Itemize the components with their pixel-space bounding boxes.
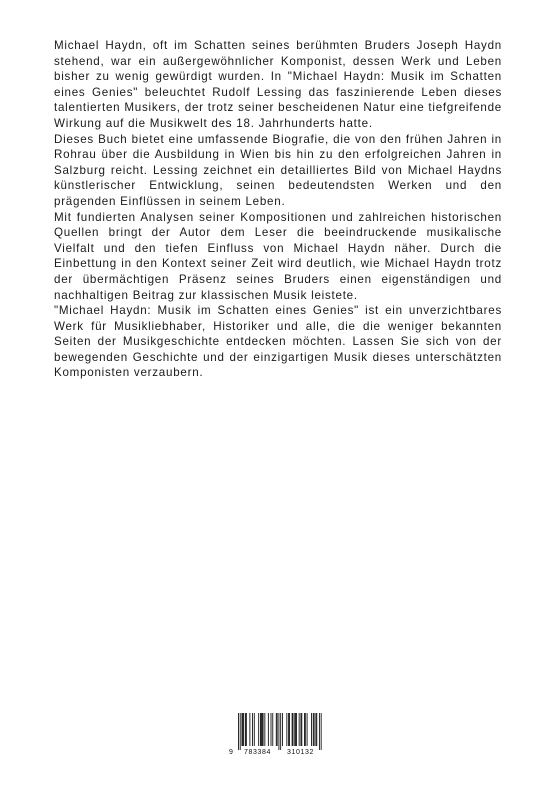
barcode-bar [252, 713, 253, 746]
back-cover-blurb [54, 38, 502, 381]
barcode-bar [288, 713, 289, 746]
barcode-bar [316, 713, 317, 746]
barcode-bar [307, 713, 308, 746]
barcode-bar [276, 713, 277, 746]
isbn-barcode [228, 713, 330, 759]
barcode-bar [249, 713, 250, 746]
barcode-bar [272, 713, 273, 746]
barcode-bar [262, 713, 263, 746]
barcode-bar [254, 713, 255, 746]
barcode-bar [240, 713, 241, 750]
barcode-lead-digit: 9 [229, 749, 234, 756]
barcode-bar [258, 713, 259, 746]
barcode-bar [286, 713, 287, 746]
blurb-paragraph-1: Michael Haydn, oft im Schatten seines berühmten Bruders Joseph Haydn stehend, war ein außergewöhnlicher Komponist, dessen Werk und Leben bisher zu wenig gewürdigt wurden. In "Michael Haydn: Musik im Schatten eines Genies" beleuchtet Rudolf Lessing das faszinierende Leben dieses talentierten Musikers, der trotz seiner bescheidenen Natur eine tiefgreifende Wirkung auf die Musikwelt des 18. Jahrhunderts hatte. [54, 39, 502, 130]
barcode-bar [280, 713, 281, 750]
barcode-bar [292, 713, 293, 746]
barcode-bar [277, 713, 278, 746]
barcode-bar [263, 713, 264, 746]
barcode-bar [304, 713, 305, 746]
barcode-bar [289, 713, 290, 746]
barcode-bar [264, 713, 265, 746]
barcode-bar [245, 713, 246, 746]
barcode-bar [260, 713, 261, 746]
barcode-bar [268, 713, 269, 746]
barcode-bar [242, 713, 243, 746]
barcode-left-digits: 783384 [244, 749, 271, 756]
barcode-bar [315, 713, 316, 746]
barcode-bar [282, 713, 283, 746]
barcode-bar [311, 713, 312, 746]
barcode-bar [271, 713, 272, 746]
barcode-bar [321, 713, 322, 750]
barcode-bar [246, 713, 247, 746]
barcode-bar [278, 713, 279, 750]
barcode-bar [319, 713, 320, 750]
barcode-bar [314, 713, 315, 746]
barcode-bar [301, 713, 302, 746]
blurb-paragraph-2: Dieses Buch bietet eine umfassende Biografie, die von den frühen Jahren in Rohrau über die Ausbildung in Wien bis hin zu den erfolgreichen Jahren in Salzburg reicht. Lessing zeichnet ein detailliertes Bild von Michael Haydns künstlerischer Entwicklung, seinen bedeutendsten Werken und den prägenden Einflüssen in seinem Leben. [54, 132, 502, 208]
barcode-bar [293, 713, 294, 746]
blurb-paragraph-3: Mit fundierten Analysen seiner Kompositionen und zahlreichen historischen Quellen bringt der Autor dem Leser die beeindruckende musikalische Vielfalt und den tiefen Einfluss von Michael Haydn näher. Durch die Einbettung in den Kontext seiner Zeit wird deutlich, wie Michael Haydn trotz der übermächtigen Präsenz seines Bruders einen eigenständigen und nachhaltigen Beitrag zur klassischen Musik leistete. [54, 210, 502, 302]
barcode-bar [242, 713, 243, 746]
barcode-bar [243, 713, 244, 746]
barcode-bar [295, 713, 296, 746]
barcode-bar [300, 713, 301, 746]
barcode-bar [261, 713, 262, 746]
barcode-bar [305, 713, 306, 746]
barcode-bar [296, 713, 297, 746]
barcode-bars [228, 713, 330, 751]
barcode-right-digits: 310132 [287, 749, 314, 756]
blurb-paragraph-4: "Michael Haydn: Musik im Schatten eines Genies" ist ein unverzichtbares Werk für Musikliebhaber, Historiker und alle, die die weniger bekannten Seiten der Musikgeschichte entdecken möchten. Lassen Sie sich von der bewegenden Geschichte und der einzigartigen Musik dieses unterschätzten Komponisten verzaubern. [54, 304, 502, 380]
barcode-bar [313, 713, 314, 746]
barcode-bar [238, 713, 239, 750]
barcode-bar [294, 713, 295, 746]
barcode-bar [299, 713, 300, 746]
